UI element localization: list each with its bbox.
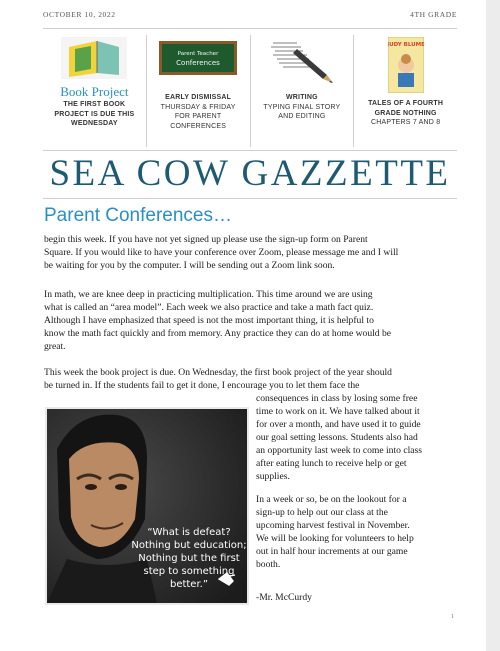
svg-text:Conferences: Conferences — [176, 59, 220, 67]
quote-text: “What is defeat? Nothing but education; Nothing but the first step to something better.” — [131, 527, 247, 590]
paragraph-conferences: begin this week. If you have not yet signed up please use the sign-up form on Parent Square. If you would like to have your conference over Zoom, please message me and I will be waiting for you by the computer. I will be sending out a Zoom link soon. — [44, 234, 399, 271]
writing-pencil-image — [267, 37, 337, 85]
quote-photo — [47, 409, 247, 603]
masthead-top-rule — [43, 150, 457, 151]
writing-text: WRITING TYPING FINAL STORY AND EDITING — [263, 94, 341, 120]
top-rule — [43, 28, 457, 29]
header-grade: 4TH GRADE — [410, 10, 457, 19]
conferences-chalkboard-image — [159, 41, 237, 75]
column-reading — [353, 35, 457, 147]
early-dismissal-text: EARLY DISMISSAL THURSDAY & FRIDAY FOR PARENT CONFERENCES — [160, 94, 236, 130]
header-date: OCTOBER 10, 2022 — [43, 10, 116, 19]
reading-text: TALES OF A FOURTH GRADE NOTHING CHAPTERS 7 AND 8 — [368, 100, 444, 126]
signature: -Mr. McCurdy — [256, 592, 312, 603]
book-cover-image — [388, 37, 424, 93]
column-book-project — [43, 35, 146, 147]
paragraph-harvest-festival: In a week or so, be on the lookout for a sign-up to help out our class at the upcoming harvest festival in November. We will be looking for volunteers to help out in half hour increments at our game booth. — [256, 494, 414, 570]
book-project-image — [61, 37, 127, 79]
paragraph-math: In math, we are knee deep in practicing multiplication. This time around we are using what is called an “area model”. Each week we also practice and take a math fact quiz. Although I have emphasized that speed is not the most important thing, it is helpful to know the math fact quickly and from memory. Any practice they can do at home would be great. — [44, 289, 392, 352]
paragraph-book-project-continued: consequences in class by losing some free time to work on it. We have talked about it for over a month, and have used it to guide our goal setting lessons. Students also had an opportunity last week to come into class after eating lunch to receive help or get supplies. — [256, 393, 422, 482]
svg-text:Parent Teacher: Parent Teacher — [177, 51, 219, 57]
column-writing — [250, 35, 354, 147]
book-project-text: THE FIRST BOOK PROJECT IS DUE THIS WEDNESDAY — [54, 101, 135, 127]
svg-text:JUDY BLUME: JUDY BLUME — [387, 42, 424, 48]
info-columns — [43, 35, 457, 147]
column-early-dismissal — [146, 35, 250, 147]
page-number: 1 — [451, 614, 454, 620]
paragraph-book-project: This week the book project is due. On Wednesday, the first book project of the year should be turned in. If the students fail to get it done, I encourage you to let them face the — [44, 367, 392, 391]
masthead-bottom-rule — [43, 198, 457, 199]
book-project-title: Book Project — [60, 84, 129, 99]
header-bar — [43, 10, 457, 19]
section-heading: Parent Conferences… — [44, 205, 232, 226]
masthead-title: SEA COW GAZZETTE — [49, 153, 451, 194]
